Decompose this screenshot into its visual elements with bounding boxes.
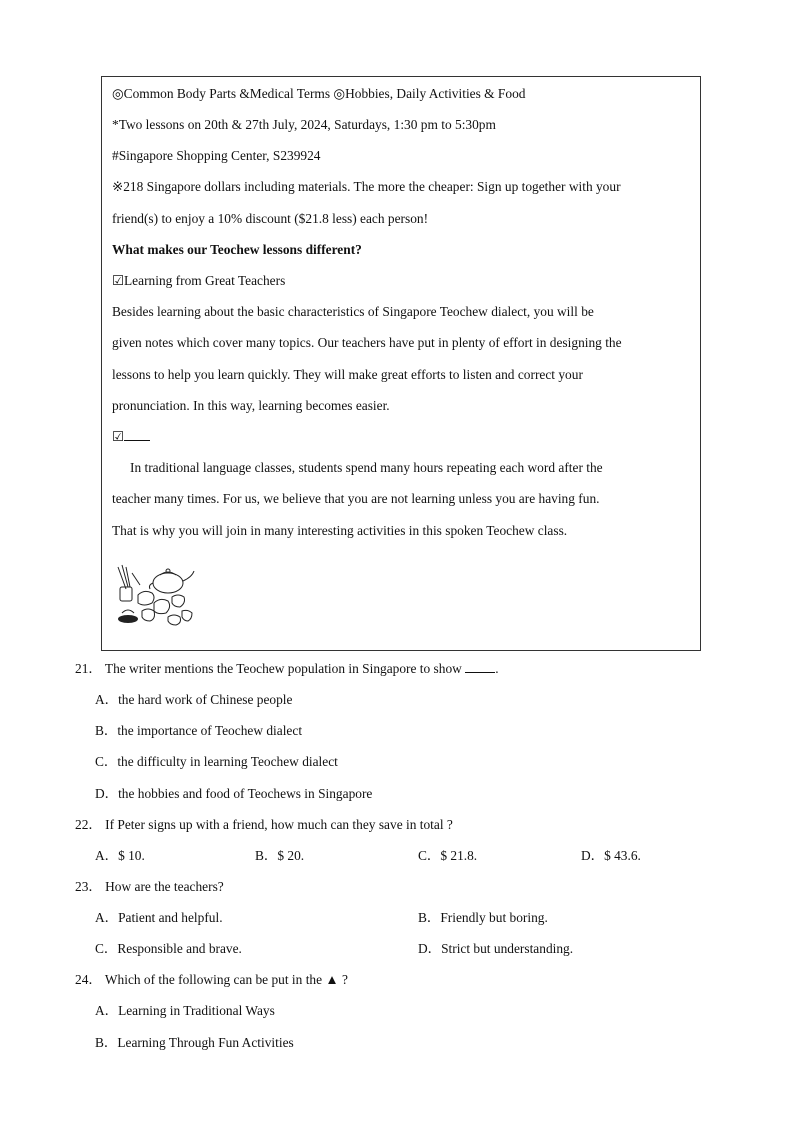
question-stem: The writer mentions the Teochew population in Singapore to show xyxy=(104,661,462,676)
question-number: 22． xyxy=(75,817,102,832)
section1-title: ☑Learning from Great Teachers xyxy=(112,273,286,288)
answer-blank xyxy=(465,660,495,673)
teaware-illustration xyxy=(112,563,196,633)
option-b[interactable] xyxy=(95,722,302,740)
section-heading: What makes our Teochew lessons different? xyxy=(112,242,362,257)
option-text: the hard work of Chinese people xyxy=(118,692,293,707)
section2-line: In traditional language classes, students spend many hours repeating each word after the xyxy=(130,460,603,475)
question-stem: How are the teachers? xyxy=(105,879,224,894)
option-letter: A． xyxy=(95,1003,119,1018)
option-letter: D． xyxy=(581,848,605,863)
option-letter: B． xyxy=(255,848,278,863)
section2-title-blank xyxy=(124,428,150,441)
section1-line: lessons to help you learn quickly. They will make great efforts to listen and correct your xyxy=(112,367,583,382)
option-text: $ 43.6. xyxy=(604,848,641,863)
section2-line: teacher many times. For us, we believe that you are not learning unless you are having fun. xyxy=(112,491,600,506)
option-c[interactable] xyxy=(418,847,477,865)
question-stem-end: . xyxy=(495,661,499,676)
option-text: Responsible and brave. xyxy=(117,941,242,956)
option-letter: A． xyxy=(95,848,119,863)
option-text: $ 21.8. xyxy=(440,848,478,863)
section2-title xyxy=(112,428,150,446)
option-a[interactable] xyxy=(95,691,292,709)
option-b[interactable] xyxy=(418,909,548,927)
question-number: 23． xyxy=(75,879,102,894)
option-letter: C． xyxy=(95,754,118,769)
question-number: 24． xyxy=(75,972,102,987)
option-b[interactable] xyxy=(255,847,304,865)
option-a[interactable] xyxy=(95,909,223,927)
option-c[interactable] xyxy=(95,753,338,771)
option-a[interactable] xyxy=(95,1002,275,1020)
option-text: $ 20. xyxy=(277,848,305,863)
option-c[interactable] xyxy=(95,940,242,958)
question-24 xyxy=(75,971,348,989)
section2-checkbox-text: ☑ xyxy=(112,429,125,444)
option-letter: C． xyxy=(95,941,118,956)
question-stem: Which of the following can be put in the ▲ ? xyxy=(104,972,348,987)
option-letter: C． xyxy=(418,848,441,863)
section1-line: Besides learning about the basic characteristics of Singapore Teochew dialect, you will be xyxy=(112,304,594,319)
option-text: the hobbies and food of Teochews in Singapore xyxy=(118,786,373,801)
section1-line: pronunciation. In this way, learning becomes easier. xyxy=(112,398,390,413)
option-letter: B． xyxy=(418,910,441,925)
option-letter: D． xyxy=(95,786,119,801)
question-22 xyxy=(75,816,453,834)
question-21 xyxy=(75,660,499,678)
option-text: the importance of Teochew dialect xyxy=(117,723,303,738)
option-text: Learning Through Fun Activities xyxy=(117,1035,294,1050)
option-d[interactable] xyxy=(581,847,641,865)
option-text: Learning in Traditional Ways xyxy=(118,1003,275,1018)
option-text: the difficulty in learning Teochew dialect xyxy=(117,754,338,769)
option-b[interactable] xyxy=(95,1034,294,1052)
question-number: 21． xyxy=(75,661,102,676)
option-d[interactable] xyxy=(418,940,573,958)
place-line: #Singapore Shopping Center, S239924 xyxy=(112,148,321,163)
option-letter: B． xyxy=(95,1035,118,1050)
option-d[interactable] xyxy=(95,785,372,803)
topics-line: ◎Common Body Parts &Medical Terms ◎Hobbies, Daily Activities & Food xyxy=(112,86,526,101)
option-text: Patient and helpful. xyxy=(118,910,223,925)
question-stem: If Peter signs up with a friend, how much can they save in total ? xyxy=(105,817,453,832)
question-23 xyxy=(75,878,224,896)
option-letter: B． xyxy=(95,723,118,738)
option-text: $ 10. xyxy=(118,848,145,863)
price-line-2: friend(s) to enjoy a 10% discount ($21.8 less) each person! xyxy=(112,211,429,226)
price-line-1: ※218 Singapore dollars including materials. The more the cheaper: Sign up together with your xyxy=(112,179,621,194)
time-line: *Two lessons on 20th & 27th July, 2024, Saturdays, 1:30 pm to 5:30pm xyxy=(112,117,496,132)
option-text: Strict but understanding. xyxy=(441,941,574,956)
section2-line: That is why you will join in many interesting activities in this spoken Teochew class. xyxy=(112,523,568,538)
option-letter: A． xyxy=(95,910,119,925)
option-letter: D． xyxy=(418,941,442,956)
option-letter: A． xyxy=(95,692,119,707)
option-text: Friendly but boring. xyxy=(440,910,548,925)
section1-line: given notes which cover many topics. Our teachers have put in plenty of effort in designing the xyxy=(112,335,622,350)
option-a[interactable] xyxy=(95,847,145,865)
